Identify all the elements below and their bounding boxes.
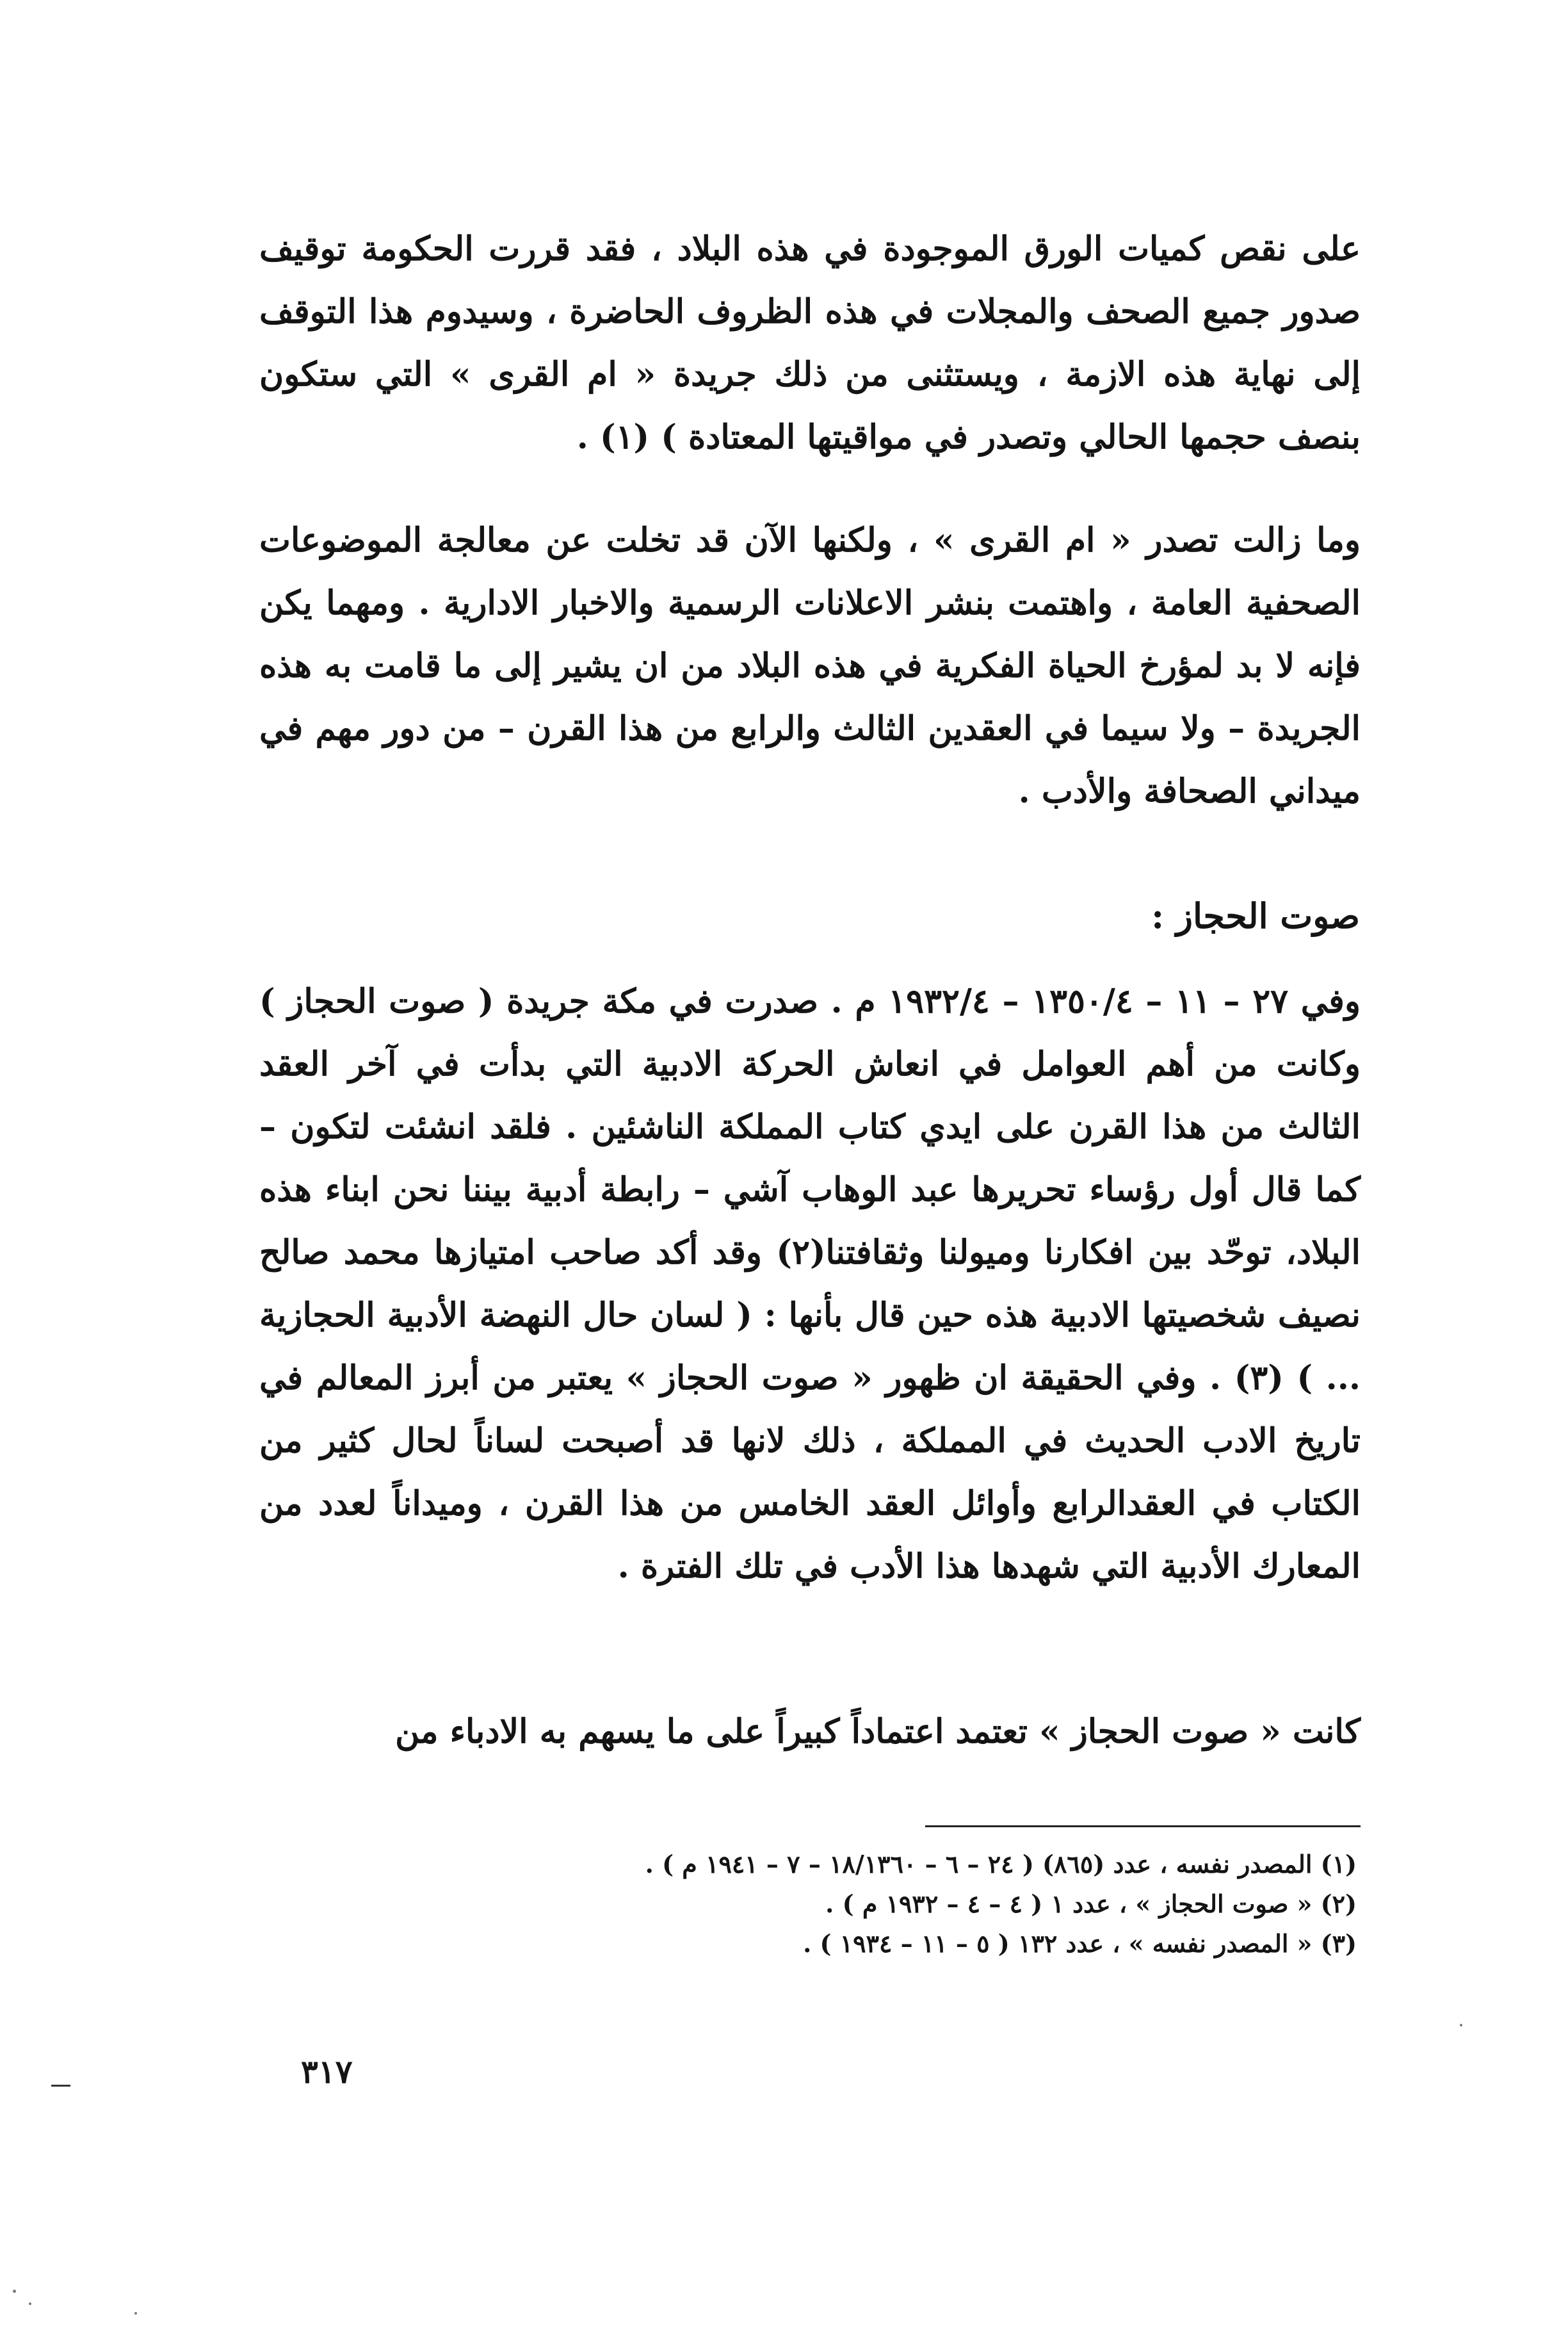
footnote-divider [925,1825,1361,1827]
scan-speck [13,2290,16,2293]
paragraph-1: على نقص كميات الورق الموجودة في هذه البلاد ، فقد قررت الحكومة توقيف صدور جميع الصحف والمجلات في هذه الظروف الحاضرة ، وسيدوم هذا التوقف إلى نهاية هذه الازمة ، ويستثنى من ذلك جريدة « ام القرى » التي ستكون بنصف حجمها الحالي وتصدر في مواقيتها المعتادة ) (١) . [259,229,1361,457]
paragraph-4: كانت « صوت الحجاز » تعتمد اعتماداً كبيراً على ما يسهم به الادباء من [395,1712,1361,1751]
scan-speck [134,2312,137,2315]
section-heading: صوت الحجاز : [1151,895,1360,936]
footnote-3: (٣) « المصدر نفسه » ، عدد ١٣٢ ( ٥ – ١١ – ١٩٣٤ ) . [803,1929,1357,1958]
scan-speck [1460,2024,1462,2026]
footnote-2: (٢) « صوت الحجاز » ، عدد ١ ( ٤ – ٤ – ١٩٣٢ م ) . [825,1889,1357,1918]
margin-mark [51,2085,70,2087]
paragraph-3: وفي ٢٧ – ١١ – ١٣٥٠/٤ – ١٩٣٢/٤ م . صدرت في مكة جريدة ( صوت الحجاز ) وكانت من أهم العوامل في انعاش الحركة الادبية التي بدأت في آخر العقد الثالث من هذا القرن على ايدي كتاب المملكة الناشئين . فلقد انشئت لتكون – كما قال أول رؤساء تحريرها عبد الوهاب آشي – رابطة أدبية بيننا نحن ابناء هذه البلاد، توحّد بين افكارنا وميولنا وثقافتنا(٢) وقد أكد صاحب امتيازها محمد صالح نصيف شخصيتها الادبية هذه حين قال بأنها : ( لسان حال النهضة الأدبية الحجازية ... ) (٣) . وفي الحقيقة ان ظهور « صوت الحجاز » يعتبر من أبرز المعالم في تاريخ الادب الحديث في المملكة ، ذلك لانها قد أصبحت لساناً لحال كثير من الكتاب في العقدالرابع وأوائل العقد الخامس من هذا القرن ، وميداناً لعدد من المعارك الأدبية التي شهدها هذا الأدب في تلك الفترة . [259,982,1361,1586]
footnote-1: (١) المصدر نفسه ، عدد (٨٦٥) ( ٢٤ – ٦ – ١٨/١٣٦٠ – ٧ – ١٩٤١ م ) . [645,1850,1357,1878]
page-number: ٣١٧ [301,2053,353,2090]
paragraph-2: وما زالت تصدر « ام القرى » ، ولكنها الآن قد تخلت عن معالجة الموضوعات الصحفية العامة ، واهتمت بنشر الاعلانات الرسمية والاخبار الادارية . ومهما يكن فإنه لا بد لمؤرخ الحياة الفكرية في هذه البلاد من ان يشير إلى ما قامت به هذه الجريدة – ولا سيما في العقدين الثالث والرابع من هذا القرن – من دور مهم في ميداني الصحافة والأدب . [259,521,1361,811]
footnotes [460,1845,1357,1964]
scan-speck [29,2302,31,2305]
